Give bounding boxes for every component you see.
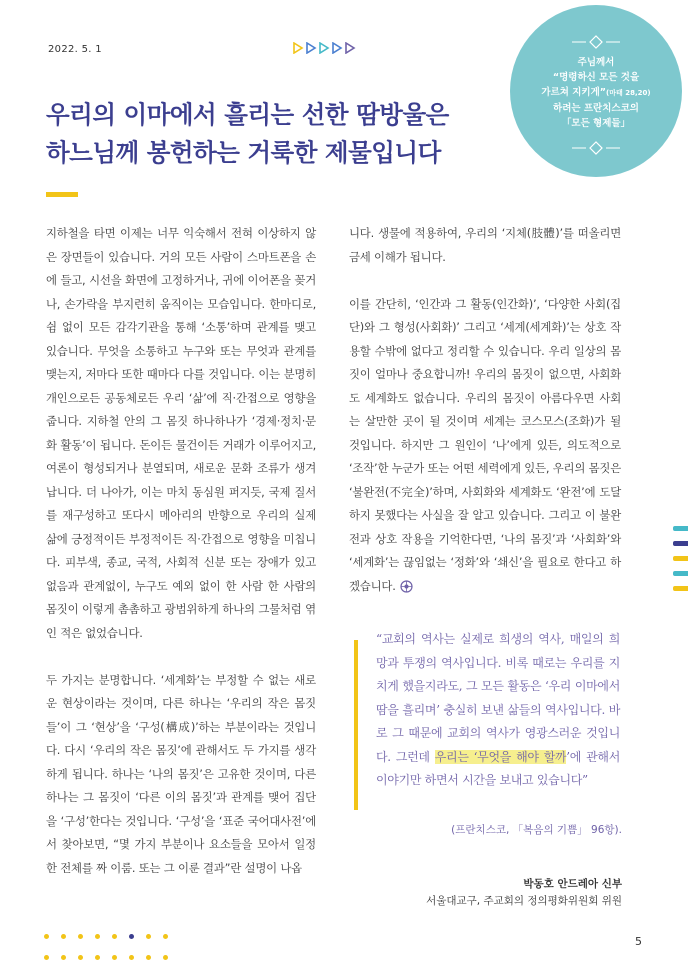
badge-line-2: “명령하신 모든 것을 (552, 72, 640, 83)
play-arrow-icon (344, 42, 356, 54)
author-block (426, 876, 622, 910)
pull-quote: “교회의 역사는 실제로 희생의 역사, 매일의 희망과 투쟁의 역사입니다. 비록 때로는 우리를 지치게 했을지라도, 그 모든 활동은 ‘우리 이마에서 땀을 흘리며’ 충실히 보낸 삶들의 역사입니다. 바로 그 때문에 교회의 역사가 영광스러운 것입니다. 그런데 우리는 ‘무엇을 해야 할까’에 관해서 이야기만 하면서 시간을 보내고 있습니다” (376, 632, 620, 787)
right-column (349, 222, 621, 598)
page-number: 5 (635, 935, 642, 948)
paragraph: 이를 간단히, ‘인간과 그 활동(인간화)’, ‘다양한 사회(집단)와 그 형성(사회화)’ 그리고 ‘세계(세계화)’는 상호 작용할 수밖에 없다고 정리할 수 있습니다. 우리 일상의 몸짓이 얼마나 중요합니까! 우리의 몸짓이 없으면, 사회화도 세계화도 없습니다. 우리의 몸짓이 아름다우면 사회는 살만한 곳이 될 것이며 세계는 코스모스(조화)가 될 것입니다. 하지만 그 원인이 ‘나’에게 있든, 의도적으로 ‘조작’한 누군가 또는 어떤 세력에게 있든, 우리의 몸짓은 ‘불완전(不完全)’하며, 사회화와 세계화도 ‘완전’에 도달하지 못했다는 사실을 잘 알고 있습니다. 그리고 이 불완전과 상호 작용을 기억한다면, ‘나의 몸짓’과 ‘사회화’와 ‘세계화’는 끊임없는 ‘정화’와 ‘쇄신’을 필요로 한다고 하겠습니다. (349, 296, 621, 593)
side-bar (673, 526, 688, 531)
quote-highlight: 우리는 ‘무엇을 해야 할까 (434, 749, 567, 764)
author-affiliation: 서울대교구, 주교회의 정의평화위원회 위원 (426, 895, 622, 907)
series-badge (510, 5, 682, 177)
side-bar (673, 571, 688, 576)
side-bar (673, 556, 688, 561)
quote-source: (프란치스코, 「복음의 기쁨」 96항). (451, 824, 622, 836)
quote-accent-bar (354, 640, 358, 810)
play-arrow-icon (331, 42, 343, 54)
paragraph: 두 가지는 분명합니다. ‘세계화’는 부정할 수 없는 새로운 현상이라는 것이며, 다른 하나는 ‘우리의 작은 몸짓들’이 그 ‘현상’을 ‘구성(構成)’하는 부분이라는 것입니다. 다시 ‘우리의 작은 몸짓’에 관해서도 두 가지를 생각하게 됩니다. 하나는 ‘나의 몸짓’은 고유한 것이며, 다른 하나는 그 몸짓이 ‘다른 이의 몸짓’과 관계를 맺어 집단을 ‘구성’한다는 것입니다. ‘구성’을 ‘표준 국어대사전’에서 찾아보면, “몇 가지 부분이나 요소들을 모아서 일정한 전체를 짜 이룸. 또는 그 이룬 결과”란 설명이 나옵 (46, 672, 316, 875)
side-bar (673, 586, 688, 591)
dot-ornament (44, 955, 168, 960)
arrow-ornament (292, 42, 356, 54)
badge-line-1: 주님께서 (577, 57, 615, 68)
title-line-1: 우리의 이마에서 흘리는 선한 땀방울은 (46, 100, 449, 129)
badge-bible-ref: (마태 28,20) (606, 89, 651, 97)
author-name: 박동호 안드레아 신부 (523, 878, 622, 890)
paragraph: 지하철을 타면 이제는 너무 익숙해서 전혀 이상하지 않은 장면들이 있습니다. 거의 모든 사람이 스마트폰을 손에 들고, 시선을 화면에 고정하거나, 귀에 이어폰을 꽂거나, 손가락을 부지런히 움직이는 모습입니다. 한마디로, 쉼 없이 모든 감각기관을 통해 ‘소통’하며 관계를 맺고 있습니다. 무엇을 소통하고 누구와 또는 무엇과 관계를 맺는지, 저마다 또한 때마다 다를 것입니다. 이는 분명히 개인으로든 공동체로든 우리 ‘삶’에 직·간접으로 영향을 줍니다. 지하철 안의 그 몸짓 하나하나가 ‘경제·정치·문화 활동’이 됩니다. 돈이든 물건이든 거래가 이루어지고, 여론이 형성되거나 분열되며, 새로운 문화 조류가 생겨납니다. 더 나아가, 이는 마치 동심원 퍼지듯, 국제 질서를 재구성하고 또다시 메아리의 반향으로 우리의 실제 삶에 긍정적이든 부정적이든 직·간접으로 영향을 미칩니다. 피부색, 종교, 국적, 사회적 신분 또는 장애가 있고 없음과 관계없이, 누구도 예외 없이 한 사람 한 사람의 몸짓이 이렇게 촘촘하고 광범위하게 하나의 그물처럼 엮인 적은 없었습니다. (46, 226, 316, 640)
badge-line-3: 가르쳐 지키게”(마태 28,20) (541, 87, 651, 98)
play-arrow-icon (305, 42, 317, 54)
title-line-2: 하느님께 봉헌하는 거룩한 제물입니다 (46, 138, 441, 167)
dot-ornament (44, 934, 168, 939)
paragraph: 니다. 생물에 적용하여, 우리의 ‘지체(肢體)’를 떠올리면 금세 이해가 됩니다. (349, 226, 621, 264)
side-decoration-bars (673, 526, 688, 601)
badge-line-5: 「모든 형제들」 (561, 118, 631, 129)
diamond-ornament-icon (572, 141, 620, 155)
play-arrow-icon (292, 42, 304, 54)
badge-line-4: 하려는 프란치스코의 (553, 103, 639, 114)
diamond-ornament-icon (572, 35, 620, 49)
end-mark-icon (400, 580, 413, 593)
side-bar (673, 541, 688, 546)
title-underline-bar (46, 192, 78, 197)
left-column (46, 222, 316, 880)
play-arrow-icon (318, 42, 330, 54)
issue-date: 2022. 5. 1 (48, 44, 102, 55)
article-title (46, 96, 449, 172)
